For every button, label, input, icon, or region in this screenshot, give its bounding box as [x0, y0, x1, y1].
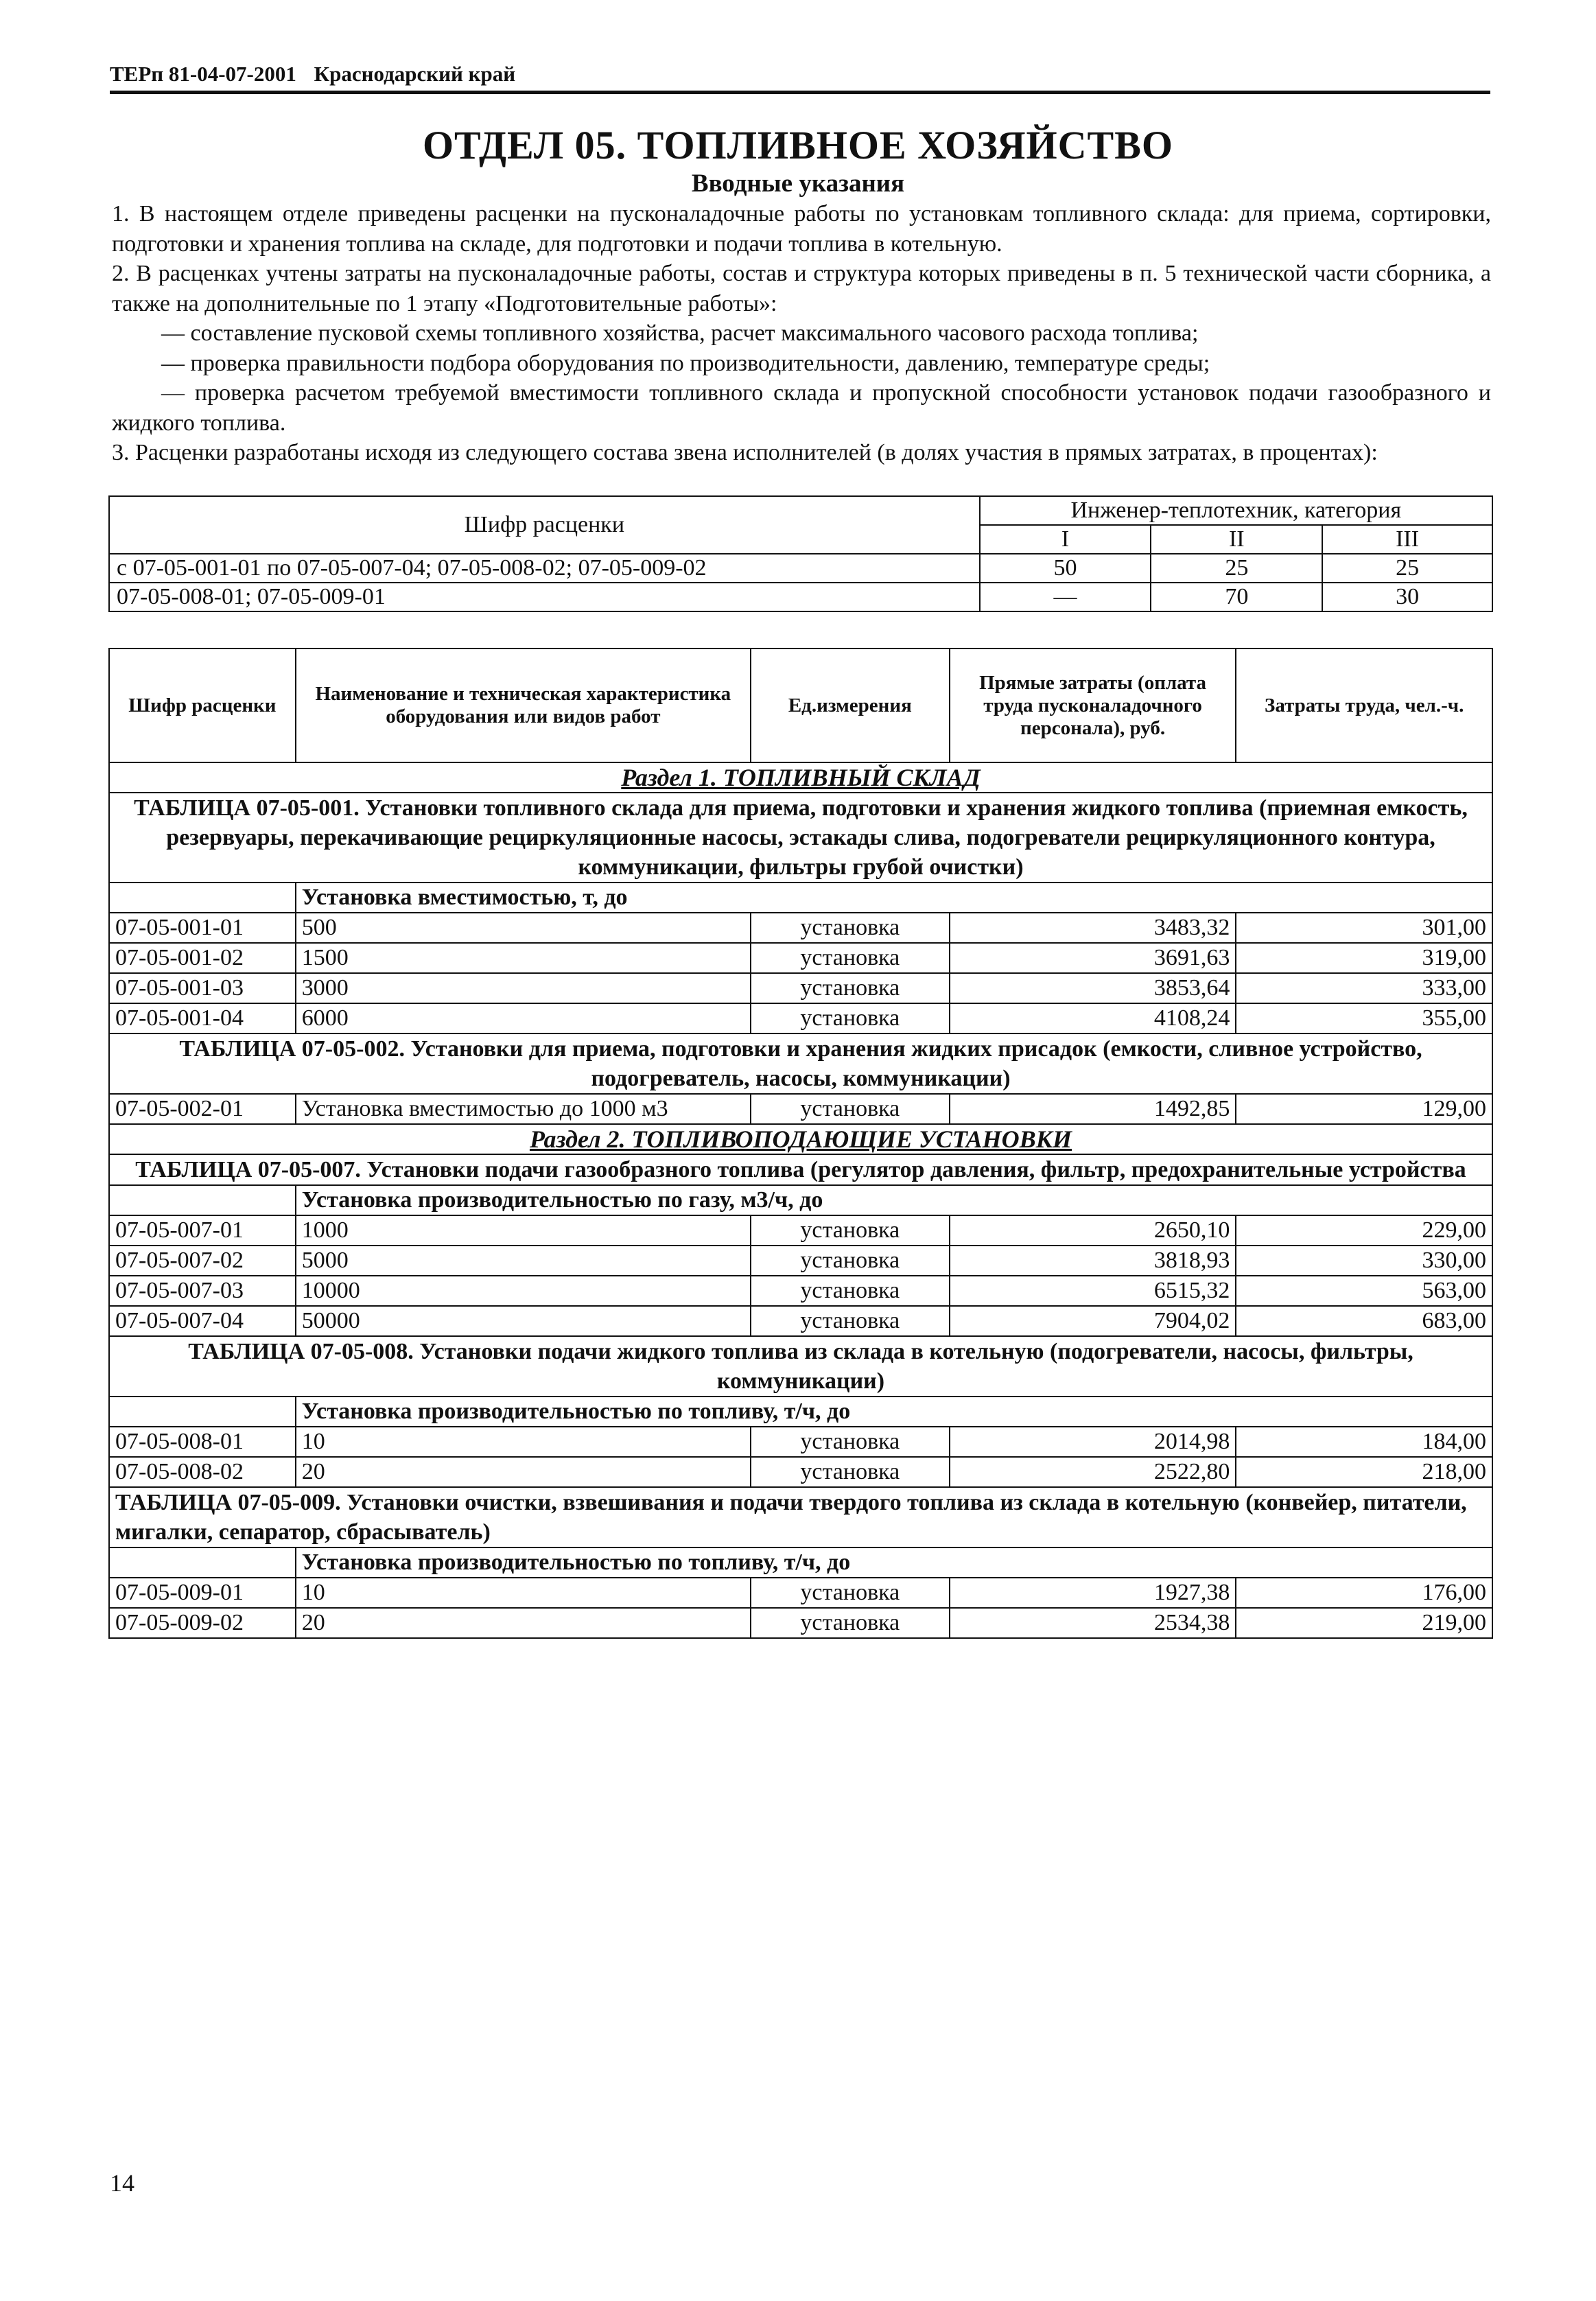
rate-cost: 1492,85 [950, 1094, 1236, 1124]
rate-labor: 229,00 [1236, 1215, 1492, 1246]
rate-code: 07-05-007-04 [109, 1306, 296, 1336]
table-row [109, 1094, 1492, 1124]
table-row [109, 1306, 1492, 1336]
page-title: ОТДЕЛ 05. ТОПЛИВНОЕ ХОЗЯЙСТВО [422, 123, 1174, 167]
intro-dash-3: — проверка расчетом требуемой вместимости топливного склада и пропускной способности установок подачи газообразного и жидкого топлива. [112, 380, 1491, 436]
crew-share-table [108, 495, 1493, 612]
intro-paragraph-1: 1. В настоящем отделе приведены расценки на пусконаладочные работы по установкам топливного склада: для приема, сортировки, подготовки и хранения топлива на складе, для подготовки и подачи топлива в котельную. [112, 201, 1491, 257]
rate-cost: 2650,10 [950, 1215, 1236, 1246]
crew-row-code: 07-05-008-01; 07-05-009-01 [109, 583, 980, 611]
rate-code: 07-05-007-02 [109, 1246, 296, 1276]
rate-cost: 3818,93 [950, 1246, 1236, 1276]
rate-name: 20 [296, 1457, 751, 1487]
rate-labor: 184,00 [1236, 1427, 1492, 1457]
rate-code: 07-05-001-01 [109, 913, 296, 943]
table-row [109, 1215, 1492, 1246]
table-row [109, 1246, 1492, 1276]
rate-labor: 176,00 [1236, 1578, 1492, 1608]
rate-unit: установка [751, 1578, 950, 1608]
table-row [109, 1276, 1492, 1306]
table-row [109, 973, 1492, 1003]
section-heading: Раздел 2. ТОПЛИВОПОДАЮЩИЕ УСТАНОВКИ [109, 1124, 1492, 1154]
rate-name: 10 [296, 1578, 751, 1608]
table-row [109, 1003, 1492, 1033]
rate-unit: установка [751, 943, 950, 973]
rate-unit: установка [751, 913, 950, 943]
rate-unit: установка [751, 1306, 950, 1336]
table-row [109, 913, 1492, 943]
rate-unit: установка [751, 973, 950, 1003]
table-caption: ТАБЛИЦА 07-05-002. Установки для приема, подготовки и хранения жидких присадок (емкости, сливное устройство, подогреватель, насосы, коммуникации) [109, 1033, 1492, 1094]
rate-labor: 355,00 [1236, 1003, 1492, 1033]
rate-unit: установка [751, 1003, 950, 1033]
col-unit-header: Ед.измерения [751, 649, 950, 762]
rate-labor: 333,00 [1236, 973, 1492, 1003]
rate-labor: 301,00 [1236, 913, 1492, 943]
rate-code: 07-05-007-03 [109, 1276, 296, 1306]
document-code: ТЕРп 81-04-07-2001 [110, 62, 296, 86]
rate-unit: установка [751, 1427, 950, 1457]
col-code-header: Шифр расценки [109, 649, 296, 762]
subgroup-label: Установка производительностью по топливу, т/ч, до [296, 1397, 1492, 1427]
col-labor-header: Затраты труда, чел.-ч. [1236, 649, 1492, 762]
rate-name: 10000 [296, 1276, 751, 1306]
rate-code: 07-05-007-01 [109, 1215, 296, 1246]
crew-cat-2: II [1151, 525, 1322, 554]
table-caption: ТАБЛИЦА 07-05-007. Установки подачи газообразного топлива (регулятор давления, фильтр, предохранительные устройства [109, 1154, 1492, 1185]
rate-code: 07-05-002-01 [109, 1094, 296, 1124]
rate-code: 07-05-009-02 [109, 1608, 296, 1638]
crew-cat-1: I [980, 525, 1151, 554]
crew-row-code: с 07-05-001-01 по 07-05-007-04; 07-05-008-02; 07-05-009-02 [109, 554, 980, 583]
section-subtitle: Вводные указания [691, 170, 905, 198]
table-caption: ТАБЛИЦА 07-05-001. Установки топливного склада для приема, подготовки и хранения жидкого топлива (приемная емкость, резервуары, перекачивающие рециркуляционные насосы, эстакады слива, подогреватели рециркуляционного контура, коммуникации, фильтры грубой очистки) [109, 793, 1492, 883]
rate-unit: установка [751, 1608, 950, 1638]
rate-name: 1000 [296, 1215, 751, 1246]
rate-labor: 219,00 [1236, 1608, 1492, 1638]
rate-labor: 563,00 [1236, 1276, 1492, 1306]
rate-labor: 683,00 [1236, 1306, 1492, 1336]
subgroup-label: Установка производительностью по топливу, т/ч, до [296, 1547, 1492, 1578]
rate-cost: 3853,64 [950, 973, 1236, 1003]
rate-name: 500 [296, 913, 751, 943]
crew-row-v2: 70 [1151, 583, 1322, 611]
intro-dash-1: — составление пусковой схемы топливного хозяйства, расчет максимального часового расхода топлива; [161, 320, 1199, 346]
rate-name: 3000 [296, 973, 751, 1003]
rate-cost: 2014,98 [950, 1427, 1236, 1457]
rate-name: 50000 [296, 1306, 751, 1336]
page-number: 14 [110, 2169, 134, 2197]
rate-cost: 7904,02 [950, 1306, 1236, 1336]
crew-row-v2: 25 [1151, 554, 1322, 583]
rate-name: 1500 [296, 943, 751, 973]
crew-row-v1: — [980, 583, 1151, 611]
crew-col-code: Шифр расценки [109, 496, 980, 554]
rate-unit: установка [751, 1276, 950, 1306]
table-row [109, 1457, 1492, 1487]
rate-cost: 2534,38 [950, 1608, 1236, 1638]
table-row [109, 1608, 1492, 1638]
table-row [109, 583, 1492, 611]
rate-name: 20 [296, 1608, 751, 1638]
rate-labor: 129,00 [1236, 1094, 1492, 1124]
rate-cost: 1927,38 [950, 1578, 1236, 1608]
rate-labor: 319,00 [1236, 943, 1492, 973]
region-name: Краснодарский край [314, 62, 516, 86]
rate-code: 07-05-008-02 [109, 1457, 296, 1487]
crew-row-v1: 50 [980, 554, 1151, 583]
table-row [109, 943, 1492, 973]
col-name-header: Наименование и техническая характеристика оборудования или видов работ [296, 649, 751, 762]
rate-code: 07-05-009-01 [109, 1578, 296, 1608]
subgroup-label: Установка производительностью по газу, м3/ч, до [296, 1185, 1492, 1215]
intro-dash-2: — проверка правильности подбора оборудования по производительности, давлению, температуре среды; [161, 350, 1210, 376]
intro-paragraph-3: 3. Расценки разработаны исходя из следующего состава звена исполнителей (в долях участия в прямых затратах, в процентах): [112, 440, 1378, 465]
rate-code: 07-05-001-04 [109, 1003, 296, 1033]
rate-unit: установка [751, 1215, 950, 1246]
crew-row-v3: 25 [1322, 554, 1492, 583]
crew-row-v3: 30 [1322, 583, 1492, 611]
rate-unit: установка [751, 1457, 950, 1487]
rate-code: 07-05-001-02 [109, 943, 296, 973]
rate-name: 5000 [296, 1246, 751, 1276]
running-header [110, 62, 1490, 94]
table-row [109, 1578, 1492, 1608]
col-cost-header: Прямые затраты (оплата труда пусконаладочного персонала), руб. [950, 649, 1236, 762]
intro-text [112, 199, 1491, 468]
rate-code: 07-05-008-01 [109, 1427, 296, 1457]
rate-labor: 218,00 [1236, 1457, 1492, 1487]
rate-unit: установка [751, 1246, 950, 1276]
rate-cost: 3483,32 [950, 913, 1236, 943]
rates-table [108, 648, 1493, 1639]
rate-labor: 330,00 [1236, 1246, 1492, 1276]
rate-cost: 2522,80 [950, 1457, 1236, 1487]
table-caption: ТАБЛИЦА 07-05-008. Установки подачи жидкого топлива из склада в котельную (подогреватели, насосы, фильтры, коммуникации) [109, 1336, 1492, 1397]
section-heading: Раздел 1. ТОПЛИВНЫЙ СКЛАД [109, 762, 1492, 793]
rate-cost: 3691,63 [950, 943, 1236, 973]
rate-name: Установка вместимостью до 1000 м3 [296, 1094, 751, 1124]
rate-unit: установка [751, 1094, 950, 1124]
crew-col-group: Инженер-теплотехник, категория [980, 496, 1492, 525]
intro-paragraph-2: 2. В расценках учтены затраты на пусконаладочные работы, состав и структура которых приведены в п. 5 технической части сборника, а также на дополнительные по 1 этапу «Подготовительные работы»: [112, 261, 1491, 316]
table-row [109, 554, 1492, 583]
rate-code: 07-05-001-03 [109, 973, 296, 1003]
subgroup-label: Установка вместимостью, т, до [296, 883, 1492, 913]
rate-cost: 6515,32 [950, 1276, 1236, 1306]
rate-cost: 4108,24 [950, 1003, 1236, 1033]
table-caption: ТАБЛИЦА 07-05-009. Установки очистки, взвешивания и подачи твердого топлива из склада в котельную (конвейер, питатели, мигалки, сепаратор, сбрасыватель) [109, 1487, 1492, 1547]
table-row [109, 1427, 1492, 1457]
rate-name: 10 [296, 1427, 751, 1457]
crew-cat-3: III [1322, 525, 1492, 554]
rate-name: 6000 [296, 1003, 751, 1033]
